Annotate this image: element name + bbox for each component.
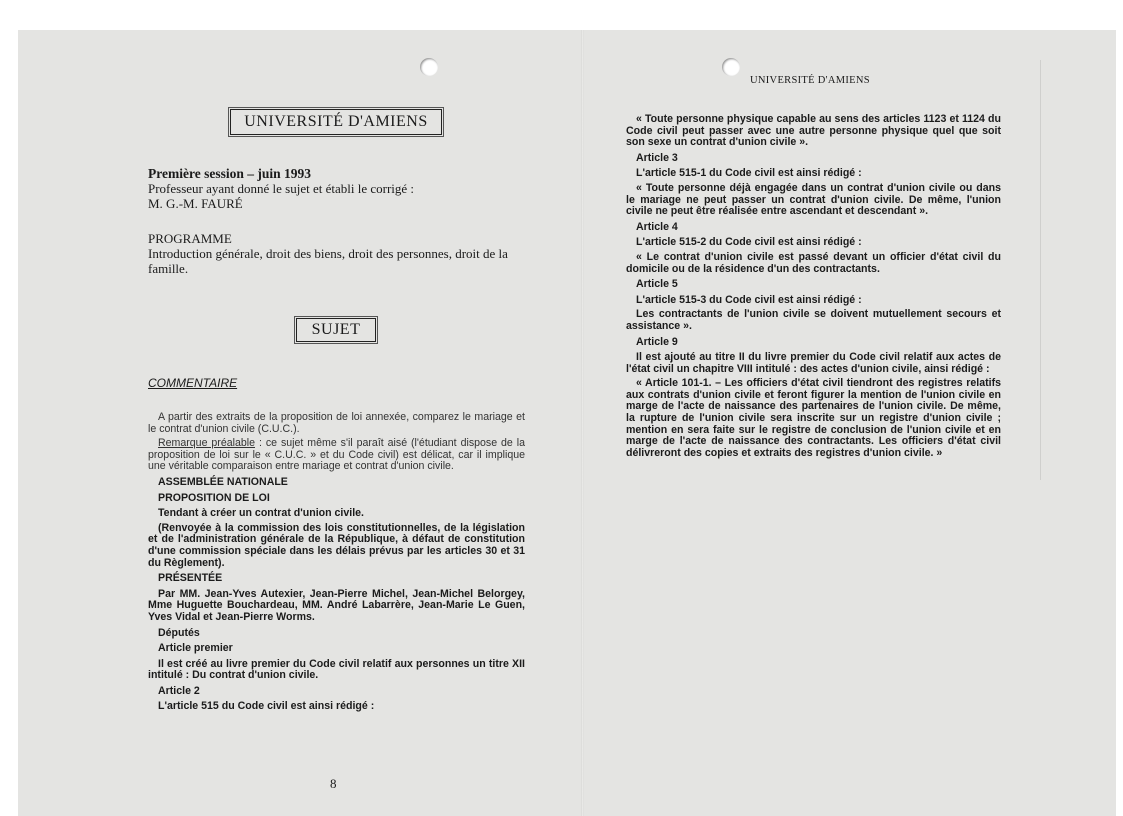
presentee-heading: PRÉSENTÉE — [158, 572, 223, 585]
article3-heading: Article 3 — [636, 151, 678, 164]
university-title-box: UNIVERSITÉ D'AMIENS — [230, 109, 442, 135]
quote-515-1: « Toute personne déjà engagée dans un contrat d'union civile ou dans le mariage ne peut passer un contrat d'union civile. De même, l'union civile ne peut être réalisée entre ascendant et descendant ». — [626, 181, 1001, 218]
article9-text: Il est ajouté au titre II du livre premier du Code civil relatif aux actes de l'état civil un chapitre VIII intitulé : des actes d'union civile, ainsi rédigé : — [626, 351, 1001, 375]
intro-paragraph: A partir des extraits de la proposition de loi annexée, comparez le mariage et le contrat d'union civile (C.U.C.). — [148, 411, 525, 435]
article-premier-text: Il est créé au livre premier du Code civil relatif aux personnes un titre XII intitulé : Du contrat d'union civile. — [148, 657, 525, 682]
remarque-text: : ce sujet même s'il paraît aisé (l'étudiant dispose de la proposition de loi sur le « C.U.C. » et du Code civil) est délicat, car il implique une véritable comparaison entre mariage et contrat d'union civile. — [148, 437, 525, 473]
left-column — [148, 412, 525, 716]
programme-text: Introduction générale, droit des biens, droit des personnes, droit de la famille. — [148, 246, 508, 276]
renvoyee-paragraph: (Renvoyée à la commission des lois constitutionnelles, de la législation et de l'administration générale de la République, à défaut de constitution d'une commission spéciale dans les délais prévus par les articles 30 et 31 du Règlement). — [148, 521, 525, 569]
running-head: UNIVERSITÉ D'AMIENS — [750, 75, 870, 86]
margin-line — [1040, 60, 1041, 480]
page-number: 8 — [330, 776, 337, 791]
article5-heading: Article 5 — [636, 278, 678, 291]
article2-text: L'article 515 du Code civil est ainsi rédigé : — [158, 700, 375, 713]
quote-515-2: « Le contrat d'union civile est passé devant un officier d'état civil du domicile ou de la résidence d'un des contractants. — [626, 250, 1001, 275]
quote-101-1: « Article 101-1. – Les officiers d'état civil tiendront des registres relatifs aux contrats d'union civile et feront figurer la mention de l'union civile en marge de l'acte de naissance des partenaires de l'union civile. De même, la rupture de l'union civile sera inscrite sur un registre d'union civile ; mention en sera faite sur le registre de conclusion de l'union civile et en marge de l'acte de naissance des contractants. Les officiers d'état civil délivreront des copies et extraits des registres d'union civile. » — [626, 377, 1001, 459]
commentaire-label: COMMENTAIRE — [148, 376, 238, 390]
remarque-paragraph — [148, 438, 525, 473]
sujet-box: SUJET — [296, 318, 376, 342]
assemblee-heading: ASSEMBLÉE NATIONALE — [158, 475, 288, 488]
article-premier-heading: Article premier — [158, 642, 233, 655]
proposition-heading: PROPOSITION DE LOI — [158, 491, 270, 504]
quote-515-3: Les contractants de l'union civile se doivent mutuellement secours et assistance ». — [626, 308, 1001, 332]
article3-text: L'article 515-1 du Code civil est ainsi rédigé : — [636, 167, 862, 180]
professor-name: M. G.-M. FAURÉ — [148, 196, 243, 211]
programme-block — [148, 231, 528, 276]
deputes-heading: Députés — [158, 626, 200, 639]
article4-text: L'article 515-2 du Code civil est ainsi rédigé : — [636, 236, 862, 249]
punch-hole-icon — [420, 58, 438, 76]
article9-heading: Article 9 — [636, 335, 678, 348]
professor-line: Professeur ayant donné le sujet et établi le corrigé : — [148, 181, 415, 196]
authors-paragraph: Par MM. Jean-Yves Autexier, Jean-Pierre Michel, Jean-Michel Belorgey, Mme Huguette Bouchardeau, MM. André Labarrère, Jean-Marie Le Guen, Yves Vidal et Jean-Pierre Worms. — [148, 587, 525, 623]
punch-hole-icon — [722, 58, 740, 76]
tendant-paragraph: Tendant à créer un contrat d'union civile. — [158, 507, 364, 520]
page-fold — [581, 30, 584, 816]
article4-heading: Article 4 — [636, 220, 678, 233]
article2-heading: Article 2 — [158, 684, 200, 697]
session-block — [148, 166, 528, 211]
quote-515: « Toute personne physique capable au sens des articles 1123 et 1124 du Code civil peut passer avec une autre personne physique quel que soit son sexe un contrat d'union civile ». — [626, 113, 1001, 149]
programme-label: PROGRAMME — [148, 231, 232, 246]
remarque-label: Remarque préalable — [158, 437, 255, 450]
session-heading: Première session – juin 1993 — [148, 166, 311, 181]
article5-text: L'article 515-3 du Code civil est ainsi rédigé : — [636, 293, 862, 306]
right-column — [626, 114, 1001, 462]
